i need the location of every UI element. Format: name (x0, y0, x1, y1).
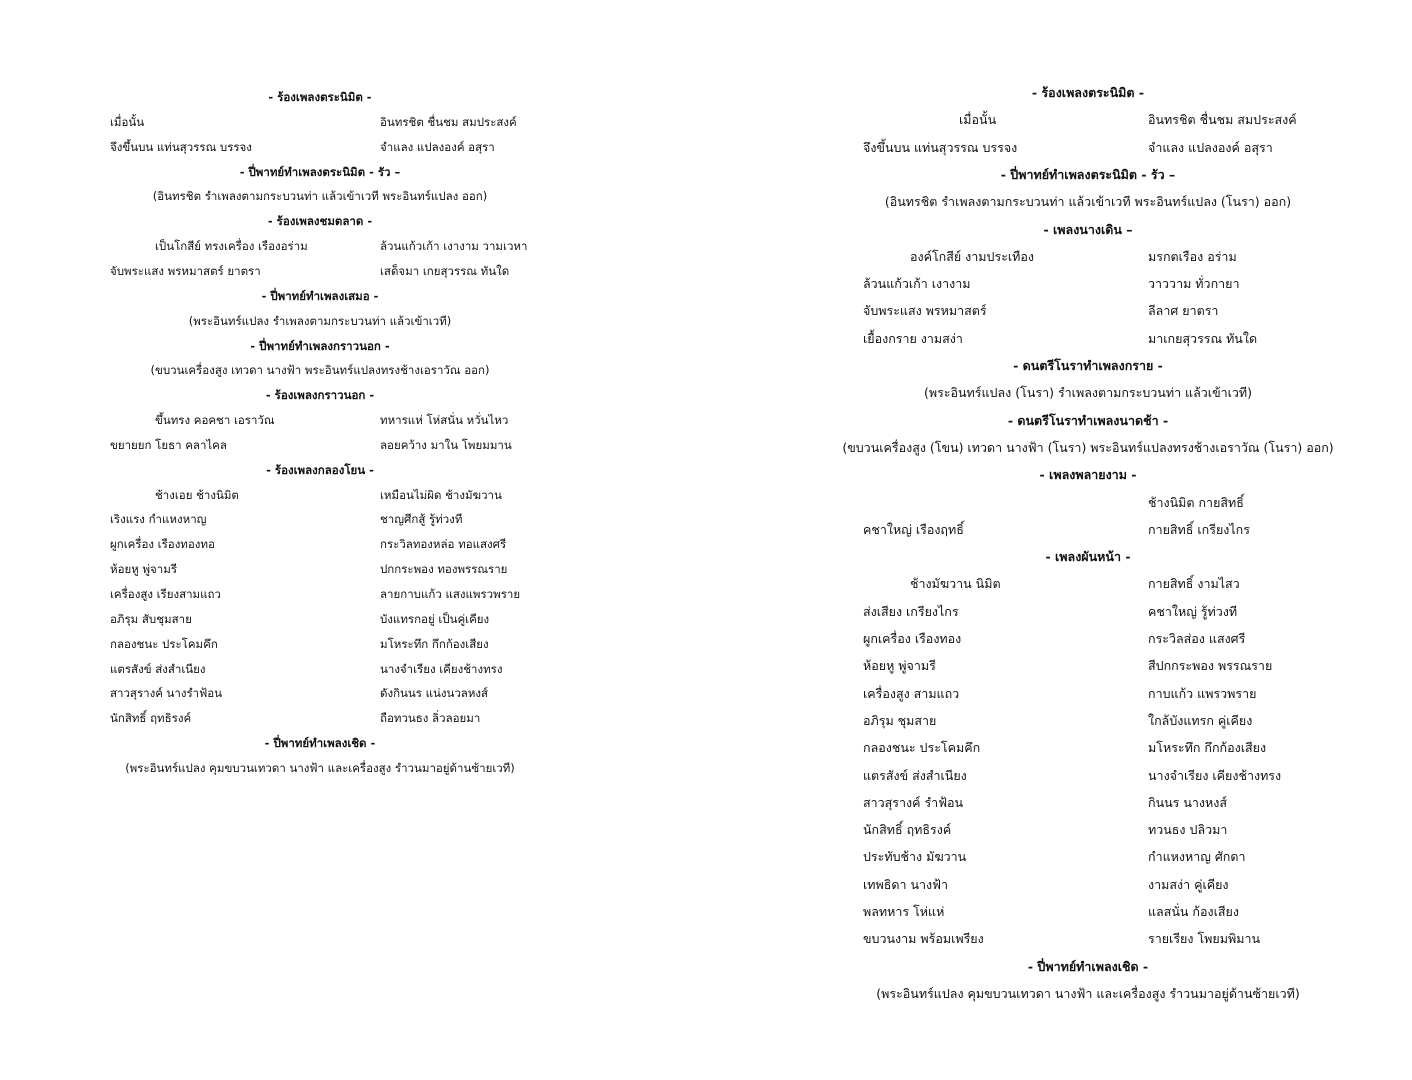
verse-second-half: นางจำเรียง เคียงช้างทรง (380, 661, 503, 676)
verse-first-half: ผูกเครื่อง เรืองทอง (863, 631, 962, 646)
verse-first-half: ขยายยก โยธา คลาไคล (110, 437, 227, 452)
verse-first-half: คชาใหญ่ เรืองฤทธิ์ (863, 521, 964, 537)
verse-first-half: เริงแรง กำแหงหาญ (110, 512, 207, 527)
verse-second-half: ลีลาศ ยาตรา (1148, 303, 1219, 319)
verse-second-half: มาเกยสุวรรณ ทันใด (1148, 330, 1258, 346)
song-heading: - เพลงพลายงาม - (1039, 467, 1137, 483)
verse-first-half: กลองชนะ ประโคมคึก (863, 740, 981, 756)
verse-second-half: ทวนธง ปลิวมา (1148, 822, 1228, 838)
verse-first-half: จับพระแสง พรหมาสตร์ ยาตรา (110, 263, 261, 278)
stage-direction: (พระอินทร์แปลง คุมขบวนเทวดา นางฟ้า และเครื่องสูง รำวนมาอยู่ด้านซ้ายเวที) (876, 985, 1300, 1001)
song-heading: - ร้องเพลงกราวนอก - (265, 388, 375, 403)
stage-direction: (ขบวนเครื่องสูง (โขน) เทวดา นางฟ้า (โนรา) พระอินทร์แปลงทรงช้างเอราวัณ (โนรา) ออก) (842, 439, 1334, 455)
verse-second-half: กำแหงหาญ ศักดา (1148, 849, 1246, 865)
song-heading: - ร้องเพลงตระนิมิต - (1031, 85, 1145, 100)
verse-first-half: ห้อยหู พู่จามรี (110, 562, 177, 577)
stage-direction: (พระอินทร์แปลง (โนรา) รำเพลงตามกระบวนท่า แล้วเข้าเวที) (923, 385, 1253, 401)
verse-second-half: จำแลง แปลงองค์ อสุรา (1148, 139, 1273, 155)
verse-first-half: แตรสังข์ ส่งสำเนียง (110, 661, 206, 676)
verse-second-half: กายสิทธิ์ เกรียงไกร (1148, 521, 1250, 537)
verse-first-half: จึงขึ้นบน แท่นสุวรรณ บรรจง (863, 139, 1018, 155)
verse-second-half: กินนร นางหงส์ (1148, 794, 1227, 810)
verse-second-half: บังแทรกอยู่ เป็นคู่เคียง (380, 611, 490, 626)
verse-first-half: เมื่อนั้น (110, 114, 145, 129)
song-heading: - เพลงผันหน้า - (1045, 549, 1131, 565)
verse-first-half: ประทับช้าง มัฆวาน (863, 849, 967, 865)
verse-first-half: ขบวนงาม พร้อมเพรียง (863, 931, 984, 947)
verse-second-half: กระวิลส่อง แสงศรี (1148, 631, 1246, 646)
verse-first-half: อภิรุม ชุมสาย (863, 712, 937, 728)
verse-first-half: เยื้องกราย งามสง่า (863, 330, 963, 346)
verse-first-half: นักสิทธิ์ ฤทธิรงค์ (863, 822, 952, 838)
verse-second-half: รายเรียง โพยมพิมาน (1148, 931, 1261, 947)
verse-first-half: เครื่องสูง สามแถว (863, 685, 960, 701)
verse-second-half: ช้างนิมิต กายสิทธิ์ (1148, 494, 1244, 510)
verse-first-half: นักสิทธิ์ ฤทธิรงค์ (110, 711, 192, 726)
stage-direction: (อินทรชิต รำเพลงตามกระบวนท่า แล้วเข้าเวที พระอินทร์แปลง ออก) (152, 189, 488, 204)
verse-first-half: เป็นโกสีย์ ทรงเครื่อง เรืองอร่าม (155, 239, 308, 254)
song-heading: - เพลงนางเดิน – (1043, 221, 1133, 237)
verse-second-half: วาววาม ทั่วกายา (1148, 276, 1240, 292)
verse-second-half: มโหระทึก กึกก้องเสียง (380, 636, 489, 651)
verse-second-half: อินทรชิต ชื่นชม สมประสงค์ (380, 114, 517, 129)
song-heading: - ปี่พาทย์ทำเพลงเชิด - (264, 736, 376, 751)
verse-second-half: เสด็จมา เกยสุวรรณ ทันใด (380, 263, 510, 278)
verse-first-half: เครื่องสูง เรียงสามแถว (110, 587, 221, 601)
verse-second-half: ปกกระพอง ทองพรรณราย (380, 562, 508, 577)
verse-second-half: ล้วนแก้วเก้า เงางาม วามเวหา (380, 239, 528, 254)
song-heading: - ปี่พาทย์ทำเพลงกราวนอก - (250, 338, 390, 353)
stage-direction: (อินทรชิต รำเพลงตามกระบวนท่า แล้วเข้าเวที พระอินทร์แปลง (โนรา) ออก) (884, 194, 1292, 210)
verse-second-half: จำแลง แปลงองค์ อสุรา (380, 139, 495, 154)
verse-first-half: เมื่อนั้น (959, 112, 997, 128)
verse-second-half: ถือทวนธง ลิ่วลอยมา (380, 711, 481, 726)
song-heading: - ปี่พาทย์ทำเพลงเชิด - (1027, 958, 1149, 974)
song-heading: - ปี่พาทย์ทำเพลงตระนิมิต - รัว – (239, 164, 401, 179)
verse-second-half: นางจำเรียง เคียงช้างทรง (1148, 767, 1282, 783)
verse-second-half: เหมือนไม่ผิด ช้างมัฆวาน (380, 487, 502, 502)
verse-second-half: สีปกกระพอง พรรณราย (1148, 658, 1273, 674)
verse-second-half: กาบแก้ว แพรวพราย (1148, 685, 1257, 701)
verse-second-half: ลอยคว้าง มาใน โพยมมาน (380, 437, 512, 452)
verse-second-half: คชาใหญ่ รู้ท่วงที (1148, 603, 1238, 619)
verse-first-half: สาวสุรางค์ รำฟ้อน (863, 794, 964, 810)
verse-first-half: ขึ้นทรง คอคชา เอราวัณ (155, 413, 275, 428)
verse-second-half: ดังกินนร แน่งนวลหงส์ (380, 686, 489, 701)
verse-first-half: แตรสังข์ ส่งสำเนียง (863, 767, 967, 783)
song-heading: - ปี่พาทย์ทำเพลงตระนิมิต - รัว – (1000, 166, 1176, 182)
song-heading: - ร้องเพลงตระนิมิต - (268, 90, 372, 104)
verse-first-half: จึงขึ้นบน แท่นสุวรรณ บรรจง (110, 139, 252, 154)
stage-direction: (ขบวนเครื่องสูง เทวดา นางฟ้า พระอินทร์แปลงทรงช้างเอราวัณ ออก) (150, 363, 490, 378)
verse-second-half: กระวิลทองหล่อ ทอแสงศรี (380, 537, 507, 552)
song-heading: - ร้องเพลงชมตลาด - (267, 214, 373, 229)
stage-direction: (พระอินทร์แปลง รำเพลงตามกระบวนท่า แล้วเข้าเวที) (188, 313, 452, 328)
verse-second-half: มโหระทึก กึกก้องเสียง (1148, 740, 1267, 756)
verse-first-half: ล้วนแก้วเก้า เงางาม (863, 276, 971, 292)
verse-second-half: มรกตเรือง อร่าม (1148, 248, 1237, 264)
verse-first-half: ช้างเอย ช้างนิมิต (155, 487, 239, 502)
verse-first-half: จับพระแสง พรหมาสตร์ (863, 303, 987, 319)
verse-second-half: ใกล้บังแทรก คู่เคียง (1148, 712, 1253, 728)
verse-second-half: ทหารแห่ โห่สนั่น หวั่นไหว (380, 413, 509, 428)
verse-second-half: แลสนั่น ก้องเสียง (1148, 904, 1239, 919)
verse-second-half: อินทรชิต ชื่นชม สมประสงค์ (1148, 112, 1297, 128)
verse-first-half: เทพธิดา นางฟ้า (863, 876, 949, 892)
song-heading: - ปี่พาทย์ทำเพลงเสมอ - (261, 288, 379, 303)
verse-first-half: ห้อยหู พู่จามรี (863, 658, 936, 674)
verse-first-half: ส่งเสียง เกรียงไกร (863, 603, 959, 619)
stage-direction: (พระอินทร์แปลง คุมขบวนเทวดา นางฟ้า และเครื่องสูง รำวนมาอยู่ด้านซ้ายเวที) (125, 760, 515, 775)
song-heading: - ร้องเพลงกลองโยน - (266, 462, 374, 477)
verse-second-half: งามสง่า คู่เคียง (1148, 876, 1229, 892)
verse-second-half: ชาญศึกสู้ รู้ท่วงที (380, 512, 463, 527)
verse-second-half: กายสิทธิ์ งามไสว (1148, 576, 1240, 592)
verse-first-half: องค์โกสีย์ งามประเทือง (910, 248, 1035, 264)
verse-first-half: ช้างมัฆวาน นิมิต (910, 576, 1001, 592)
verse-first-half: อภิรุม สับชุมสาย (110, 611, 192, 626)
verse-second-half: ลายกาบแก้ว แสงแพรวพราย (380, 587, 521, 601)
song-heading: - ดนตรีโนราทำเพลงกราย - (1013, 358, 1163, 373)
song-heading: - ดนตรีโนราทำเพลงนาดช้า - (1007, 412, 1169, 428)
verse-first-half: กลองชนะ ประโคมคึก (110, 636, 218, 651)
verse-first-half: พลทหาร โห่แห่ (863, 904, 945, 919)
verse-first-half: ผูกเครื่อง เรืองทองทอ (110, 537, 215, 552)
verse-first-half: สาวสุรางค์ นางรำฟ้อน (110, 686, 223, 701)
